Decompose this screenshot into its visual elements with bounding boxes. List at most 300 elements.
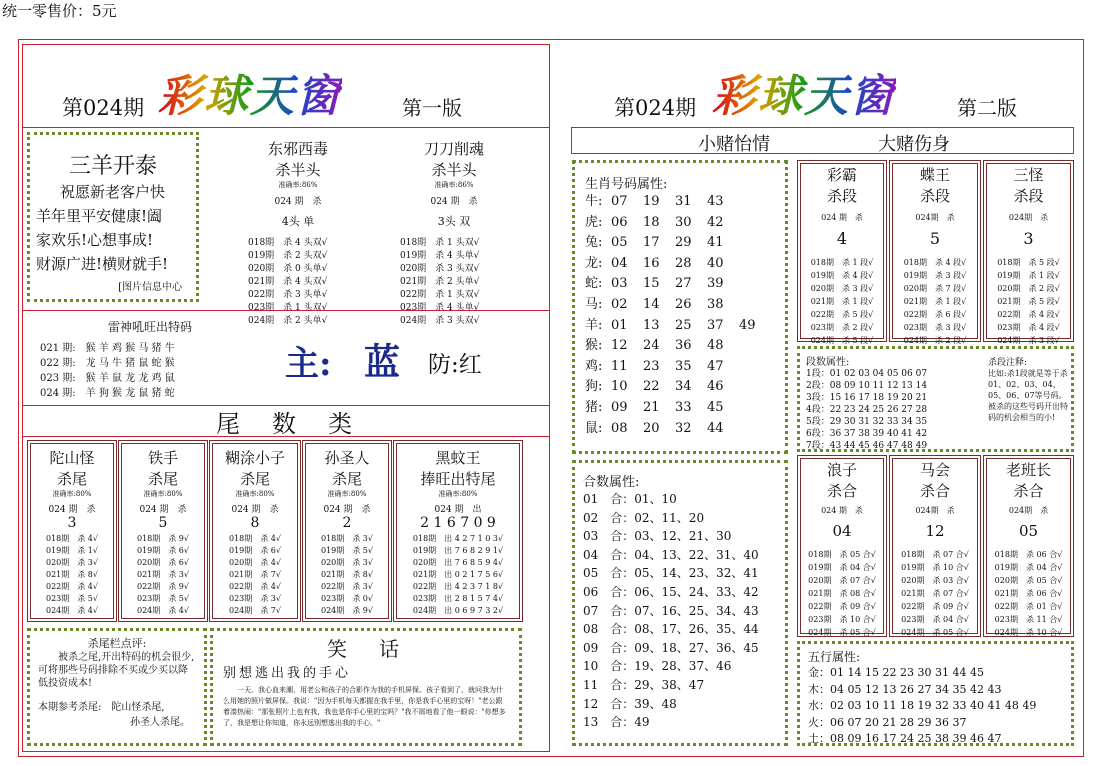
zodiac-number: 16 [643,255,660,271]
history-row: 024期 杀 3 头双√ [400,316,480,326]
history-row: 023期 杀 5√ [137,594,189,603]
he-issue: 024期 杀 [915,506,955,515]
zodiac-number: 29 [675,235,692,251]
history-row: 024期 杀 05 合√ [808,628,876,637]
p2-edition: 第二版 [957,96,1017,120]
seg-kill: 杀段 [1013,187,1044,205]
history-row: 024期 杀 5 段√ [810,336,874,345]
seg-issue: 024 期 杀 [821,213,863,222]
slogan-banner [571,127,1074,154]
history-row: 024期 杀 3 段√ [997,336,1060,345]
segattr-row: 5段：29 30 31 32 33 34 35 [806,417,928,427]
he-issue: 024期 杀 [1008,506,1049,515]
p1-edition: 第一版 [402,96,462,120]
zodiac-number: 43 [707,194,724,209]
zodiac-number: 05 [611,235,628,251]
history-row: 018期 杀 4 头双√ [248,238,328,248]
history-row: 019期 杀 5√ [321,546,373,555]
zodiac-animal: 虎: [585,214,603,230]
zodiac-number: 31 [675,194,692,209]
zodiac-number [739,192,771,213]
leishen-row: 024 期: 羊 狗 猴 龙 鼠 猪 蛇 [40,388,175,399]
segattr-row: 4段：22 23 24 25 26 27 28 [806,405,928,415]
zodiac-number: 34 [675,379,692,395]
history-row: 020期 出 7 6 8 5 9 4√ [412,558,504,567]
combo-title: 合数属性: [583,475,640,490]
history-row: 022期 杀 4√ [229,582,281,591]
history-row: 018期 杀 9√ [137,534,189,543]
history-row: 020期 杀 7 段√ [903,284,967,293]
history-row: 018期 杀 4 段√ [903,258,967,267]
tail-accuracy: 准确率:80% [327,490,367,498]
tail-name: 陀山怪 [49,449,95,467]
zodiac-animal: 龙: [585,255,603,271]
history-row: 018期 杀 5 段√ [997,258,1060,267]
history-row: 020期 杀 3√ [321,558,373,567]
greeting-box [27,132,199,302]
zodiac-number: 19 [643,194,660,209]
he-value: 04 [832,522,852,540]
zodiac-box [572,160,788,454]
zodiac-number: 15 [643,276,660,292]
daodao-kill: 杀半头 [431,161,477,179]
history-row: 022期 杀 3√ [321,582,373,591]
zodiac-number: 41 [707,235,724,251]
history-row: 021期 杀 5 段√ [997,297,1060,306]
zodiac-number: 33 [675,399,692,415]
zodiac-number: 11 [611,358,628,374]
history-row: 018期 杀 1 头双√ [400,238,480,248]
zodiac-number [739,233,771,254]
joke-body: 一天，我心血来潮，用老公和孩子的合影作为我的手机屏保。孩子看到了，就问我为什么用她的照片做屏保。我说："因为手机每天都握在我手里，你是我手心里的宝呀！"老公跟着凑热闹："那张照片上也有我，我也是你手心里的宝吗？"我不屑地看了他一眼说："你想多了，我是想让你知道，你永远别想逃出我的手心。" [223,686,506,727]
seg-box-3 [983,160,1074,345]
zodiac-number: 04 [611,255,628,271]
zodiac-number: 02 [611,296,628,312]
greeting-title: 三羊开泰 [68,154,157,179]
slogan-right: 大赌伤身 [878,134,950,155]
history-row: 021期 杀 8√ [46,570,98,579]
dongxie-prediction: 4头 单 [281,215,315,228]
history-row: 024期 杀 4√ [46,606,98,615]
tail-history [31,533,113,617]
zodiac-row [585,274,775,295]
history-row: 022期 杀 3 头单√ [248,290,328,300]
history-row: 020期 杀 3 头双√ [400,264,480,274]
history-row: 022期 杀 4√ [46,582,98,591]
joke-box [210,628,522,746]
seg-kill: 杀段 [826,187,857,205]
zodiac-animal: 羊: [585,317,603,333]
p1-issue: 第024期 [62,96,145,120]
zodiac-number [739,295,771,316]
zodiac-row [585,192,775,213]
zodiac-number: 23 [643,358,660,374]
tail-issue: 024 期 杀 [48,505,96,515]
history-row: 019期 杀 6√ [229,546,281,555]
zodiac-number: 09 [611,399,628,415]
he-name: 马会 [919,461,950,479]
seg-value: 3 [1023,229,1034,248]
combo-row: 11 合：29、38、47 [583,677,705,692]
segnote [988,355,1070,423]
five-row: 金：01 14 15 22 23 30 31 44 45 [808,666,984,679]
zodiac-row [585,357,775,378]
tail-kill: 杀尾 [147,470,178,488]
history-row: 023期 出 2 8 1 5 7 4√ [412,594,504,603]
history-row: 019期 杀 4 头单√ [400,251,480,261]
history-row: 023期 杀 4 段√ [997,323,1060,332]
zodiac-row [585,398,775,419]
zodiac-number: 10 [611,379,628,395]
he-box-2 [889,455,981,637]
history-row: 020期 杀 3√ [46,558,98,567]
tail-issue: 024 期 杀 [323,505,371,515]
zodiac-number: 03 [611,276,628,292]
zodiac-number: 48 [707,338,724,354]
tail-name: 黑蚊王 [435,449,481,467]
combo-row: 10 合：19、28、37、46 [583,659,732,674]
daodao-panel [384,138,524,328]
five-title: 五行属性: [808,650,861,664]
history-row: 024期 杀 10 合√ [994,628,1063,637]
tail-box-3 [209,440,301,622]
greeting-line: 家欢乐!心想事成! [36,231,154,249]
history-row: 020期 杀 0 头单√ [248,264,328,274]
zodiac-animal: 鼠: [585,420,603,436]
history-row: 021期 杀 1 段√ [810,297,874,306]
daodao-name: 刀刀削魂 [423,140,484,158]
history-row: 021期 杀 7√ [229,570,281,579]
history-row: 024期 杀 4√ [137,606,189,615]
history-row: 018期 杀 07 合√ [901,550,969,559]
combo-row: 02 合：02、11、20 [583,510,705,525]
history-row: 021期 出 0 2 1 7 5 6√ [412,570,504,579]
history-row: 018期 出 4 2 7 1 0 3√ [412,534,504,543]
combo-row: 05 合：05、14、23、32、41 [583,566,759,581]
zodiac-number: 06 [611,214,628,230]
history-row: 018期 杀 4√ [229,534,281,543]
zodiac-number [739,419,771,440]
segattr-row: 7段：43 44 45 46 47 48 49 [806,441,928,451]
dongxie-accuracy: 准确率:86% [278,181,318,189]
zodiac-number [739,357,771,378]
review-reference-2: 孙圣人杀尾。 [130,717,190,728]
zodiac-number: 24 [643,338,660,354]
zodiac-number: 46 [707,379,724,395]
zodiac-row [585,419,775,440]
tail-accuracy: 准确率:80% [235,490,275,498]
tail-history [397,533,519,617]
seg-issue: 024期 杀 [1008,213,1049,222]
seg-value: 4 [836,229,848,248]
history-row: 019期 杀 2 头双√ [248,251,328,261]
tail-accuracy: 准确率:80% [52,490,92,498]
segattr-box [797,346,1074,452]
dongxie-history [228,237,368,328]
daodao-history [384,237,524,328]
zodiac-number: 36 [675,338,692,354]
history-row: 023期 杀 4 头单√ [400,303,480,313]
daodao-prediction: 3头 双 [437,215,471,228]
five-row: 木：04 05 12 13 26 27 34 35 42 43 [808,682,1002,696]
zodiac-number: 47 [707,358,724,374]
seg-name: 三怪 [1013,166,1044,184]
combo-row: 09 合：09、18、27、36、45 [583,640,759,655]
he-kill: 杀合 [826,482,857,500]
zodiac-animal: 猴: [585,338,603,354]
joke-title: 笑 话 [327,637,405,661]
history-row: 022期 杀 6 段√ [903,310,967,319]
p2-logo: 彩球天窗 [712,60,896,124]
he-box-3 [983,455,1074,637]
combo-box [572,460,788,746]
seg-box-1 [797,160,887,345]
history-row: 019期 杀 04 合√ [994,563,1063,572]
tail-value: 5 [158,515,168,531]
greeting-source: [图片信息中心 [118,282,182,293]
history-row: 021期 杀 3√ [137,570,189,579]
tail-kill: 杀尾 [331,470,362,488]
history-row: 021期 杀 8√ [321,570,373,579]
zodiac-number: 07 [611,194,628,209]
dongxie-issue: 024 期 杀 [274,197,322,207]
segattr-row: 6段：36 37 38 39 40 41 42 [806,429,928,439]
zodiac-number [739,398,771,419]
seg-issue: 024期 杀 [915,213,955,222]
history-row: 024期 出 0 6 9 7 3 2√ [412,606,504,615]
combo-row: 13 合：49 [583,715,650,730]
history-row: 022期 杀 5 段√ [810,310,874,319]
zodiac-number: 26 [675,296,692,312]
tail-name: 孙圣人 [324,449,370,467]
history-row: 019期 杀 3 段√ [903,271,967,280]
zodiac-row [585,377,775,398]
combo-row: 04 合：04、13、22、31、40 [583,547,759,562]
tail-name: 铁手 [147,449,178,467]
zodiac-row [585,295,775,316]
tail-history [213,533,297,617]
tail-history [122,533,204,617]
tail-value: 2 1 6 7 0 9 [420,515,496,531]
zodiac-animal: 狗: [585,379,603,395]
history-row: 019期 出 7 6 8 2 9 1√ [412,546,504,555]
tail-value: 2 [342,515,352,531]
he-name: 浪子 [826,461,857,479]
history-row: 020期 杀 4√ [229,558,281,567]
daodao-accuracy: 准确率:86% [434,181,474,189]
tail-kill: 捧旺出特尾 [420,470,496,488]
combo-row: 12 合：39、48 [583,696,677,711]
zodiac-animal: 蛇: [585,276,603,292]
tail-kill: 杀尾 [56,470,87,488]
seg-history [893,256,977,347]
zodiac-animal: 兔: [585,235,603,251]
seg-history [987,256,1070,347]
history-row: 020期 杀 03 合√ [901,576,969,585]
tail-name: 糊涂小子 [224,449,285,467]
slogan-left: 小赌怡情 [698,134,770,155]
seg-value: 5 [929,229,941,248]
tail-value: 8 [250,515,260,531]
zodiac-row [585,233,775,254]
history-row: 024期 杀 7√ [229,606,281,615]
segattr-title: 段数属性: [806,357,850,368]
zodiac-number: 25 [675,317,692,333]
greeting-line: 祝愿新老客户快 [60,183,166,201]
history-row: 021期 杀 06 合√ [994,589,1063,598]
zodiac-number: 27 [675,276,692,292]
zodiac-row [585,213,775,234]
tail-box-4 [302,440,392,622]
tail-issue: 024 期 杀 [231,505,279,515]
zodiac-number: 22 [643,379,660,395]
leishen-title: 雷神吼旺出特码 [107,320,192,334]
zodiac-number: 32 [675,420,692,436]
zodiac-number: 13 [643,317,660,333]
history-row: 023期 杀 1 头双√ [248,303,328,313]
zodiac-number [739,377,771,398]
zodiac-number [739,254,771,275]
history-row: 019期 杀 1 段√ [997,271,1060,280]
zodiac-number: 45 [707,399,724,415]
zodiac-number: 08 [611,420,628,436]
combo-row: 03 合：03、12、21、30 [583,529,732,544]
zodiac-number: 42 [707,214,724,230]
leishen-panel [40,318,260,401]
combo-row: 08 合：08、17、26、35、44 [583,622,759,637]
zodiac-number [739,274,771,295]
history-row: 021期 杀 1 段√ [903,297,967,306]
daodao-issue: 024 期 杀 [430,197,478,207]
greeting-line: 财源广进!横财就手! [36,255,169,273]
review-title: 杀尾栏点评: [87,637,147,650]
history-row: 021期 杀 07 合√ [901,589,969,598]
tail-issue: 024 期 杀 [139,505,187,515]
history-row: 023期 杀 10 合√ [808,615,876,624]
tail-accuracy: 准确率:80% [143,490,183,498]
main-label: 主: [285,344,332,384]
history-row: 018期 杀 06 合√ [994,550,1063,559]
history-row: 021期 杀 4 头双√ [248,277,328,287]
segnote-title: 杀段注释: [988,358,1028,368]
history-row: 023期 杀 5√ [46,594,98,603]
review-body: 被杀之尾,开出特码的机会很少,可将那些号码排除不买或少买以降低投资成本! [38,652,195,689]
history-row: 022期 杀 09 合√ [901,602,969,611]
five-elements-box [797,641,1074,746]
history-row: 018期 杀 4√ [46,534,98,543]
he-history [987,548,1070,639]
history-row: 023期 杀 2 段√ [810,323,874,332]
zodiac-number: 18 [643,214,660,230]
history-row: 023期 杀 3 段√ [903,323,967,332]
zodiac-number: 30 [675,214,692,230]
main-color: 蓝 [364,341,401,383]
leishen-row: 021 期: 猴 羊 鸡 猴 马 猪 牛 [40,343,175,354]
zodiac-number: 14 [643,296,660,312]
history-row: 022期 杀 1 头双√ [400,290,480,300]
dongxie-kill: 杀半头 [275,161,321,179]
zodiac-animal: 鸡: [585,358,603,374]
he-name: 老班长 [1005,461,1051,479]
tail-section-title: 尾 数 类 [216,410,356,438]
history-row: 021期 杀 2 头单√ [400,277,480,287]
he-kill: 杀合 [919,482,950,500]
five-row: 水：02 03 10 11 18 19 32 33 40 41 48 49 [808,699,1037,712]
history-row: 024期 杀 05 合√ [901,628,969,637]
zodiac-number: 44 [707,420,724,436]
history-row: 021期 杀 08 合√ [808,589,876,598]
history-row: 019期 杀 1√ [46,546,98,555]
zodiac-number [739,213,771,234]
history-row: 022期 杀 01 合√ [994,602,1063,611]
zodiac-number: 39 [707,276,724,292]
zodiac-title: 生肖号码属性: [585,177,668,192]
zodiac-table [585,192,775,439]
he-history [801,548,883,639]
history-row: 019期 杀 4 段√ [810,271,874,280]
he-issue: 024 期 杀 [821,506,863,515]
seg-name: 彩霸 [826,166,857,184]
p1-logo: 彩球天窗 [158,60,342,124]
zodiac-animal: 牛: [585,194,603,209]
segattr-row: 1段：01 02 03 04 05 06 07 [806,369,928,379]
combo-row: 06 合：06、15、24、33、42 [583,584,759,599]
history-row: 022期 杀 4 段√ [997,310,1060,319]
tail-history [306,533,388,617]
history-row: 023期 杀 0√ [321,594,373,603]
he-value: 05 [1018,522,1039,540]
zodiac-number: 20 [643,420,660,436]
zodiac-number: 17 [643,235,660,251]
zodiac-number: 35 [675,358,692,374]
history-row: 024期 杀 2 头单√ [248,316,328,326]
review-box [27,628,207,746]
zodiac-row [585,316,775,337]
five-row: 火：06 07 20 21 28 29 36 37 [808,715,967,729]
five-row: 土：08 09 16 17 24 25 38 39 46 47 [808,732,1002,745]
greeting-lines [30,180,196,276]
seg-history [801,256,883,347]
history-row: 020期 杀 07 合√ [808,576,876,585]
history-row: 020期 杀 3 段√ [810,284,874,293]
zodiac-row [585,336,775,357]
greeting-line: 羊年里平安健康!阖 [36,207,163,225]
history-row: 024期 杀 9√ [321,606,373,615]
history-row: 022期 杀 09 合√ [808,602,876,611]
tail-value: 3 [67,515,77,531]
zodiac-number [739,336,771,357]
tail-kill: 杀尾 [239,470,270,488]
dongxie-name: 东邪西毒 [267,140,328,158]
history-row: 024期 杀 2 段√ [903,336,967,345]
history-row: 018期 杀 05 合√ [808,550,876,559]
seg-box-2 [889,160,981,345]
zodiac-number: 28 [675,255,692,271]
zodiac-number: 21 [643,399,660,415]
zodiac-number: 38 [707,296,724,312]
tail-box-5 [393,440,523,622]
he-kill: 杀合 [1013,482,1044,500]
dongxie-panel [228,138,368,328]
review-reference: 本期参考杀尾: 陀山怪杀尾, [38,702,165,713]
zodiac-number: 40 [707,255,724,271]
zodiac-number: 37 [707,317,724,333]
p2-issue: 第024期 [614,96,697,120]
tail-box-1 [27,440,117,622]
seg-name: 蝶王 [919,166,950,184]
joke-subtitle: 别想逃出我的手心 [223,666,352,681]
history-row: 022期 杀 9√ [137,582,189,591]
